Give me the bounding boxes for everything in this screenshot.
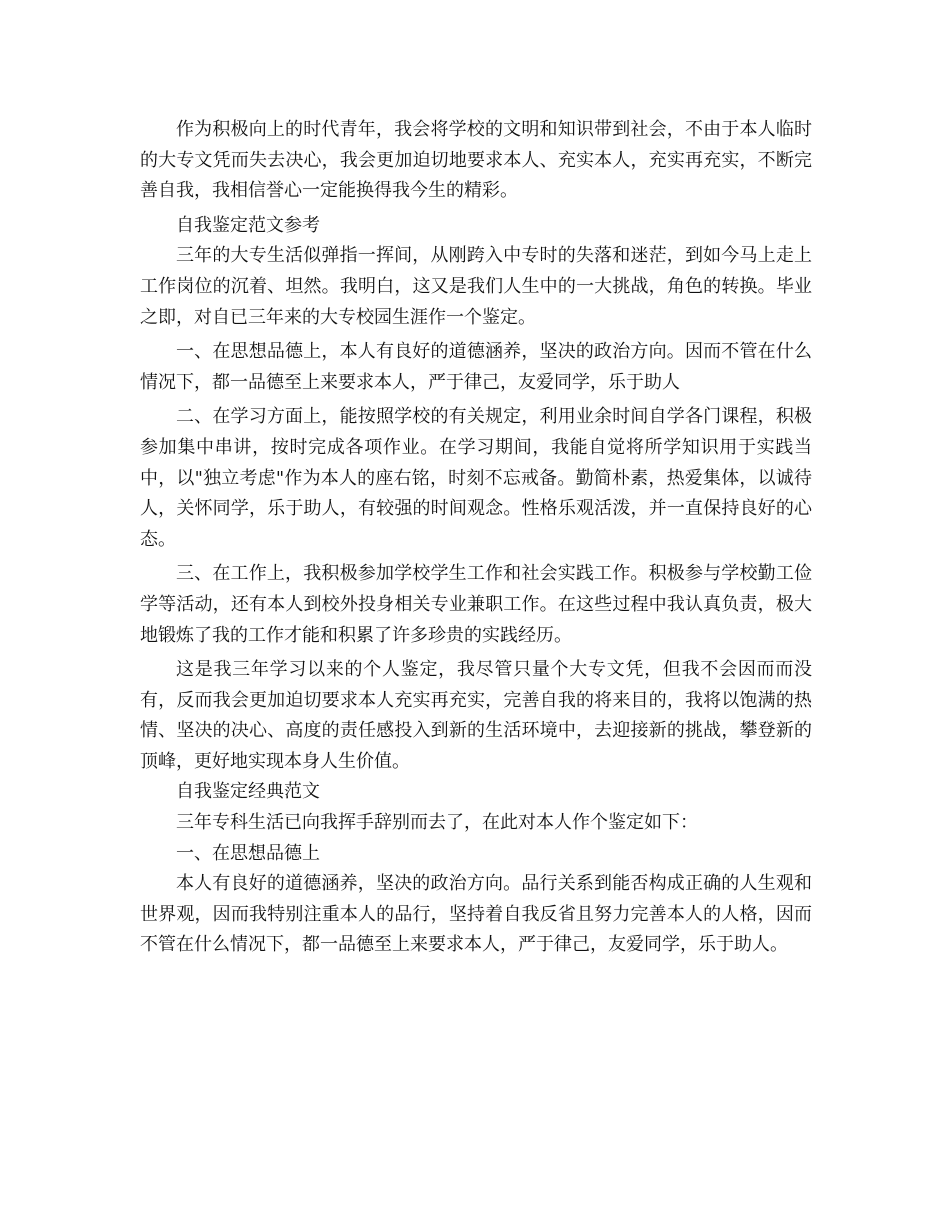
paragraph-study: 二、在学习方面上，能按照学校的有关规定，利用业余时间自学各门课程，积极参加集中串讲，按时完成各项作业。在学习期间，我能自觉将所学知识用于实践当中，以"独立考虑"作为本人的座右铭，时刻不忘戒备。勤简朴素，热爱集体，以诚待人，关怀同学，乐于助人，有较强的时间观念。性格乐观活泼，并一直保持良好的心态。	[140, 406, 812, 550]
heading-moral-section: 一、在思想品德上	[176, 842, 320, 864]
document-body	[140, 115, 812, 961]
heading-classic-sample: 自我鉴定经典范文	[176, 781, 320, 803]
paragraph-overview: 三年的大专生活似弹指一挥间，从刚跨入中专时的失落和迷茫，到如今马上走上工作岗位的沉着、坦然。我明白，这又是我们人生中的一大挑战，角色的转换。毕业之即，对自已三年来的大专校园生涯作一个鉴定。	[140, 245, 812, 328]
paragraph-intro: 作为积极向上的时代青年，我会将学校的文明和知识带到社会，不由于本人临时的大专文凭而失去决心，我会更加迫切地要求本人、充实本人，充实再充实，不断完善自我，我相信誉心一定能换得我今生的精彩。	[140, 119, 812, 202]
paragraph-work: 三、在工作上，我积极参加学校学生工作和社会实践工作。积极参与学校勤工俭学等活动，还有本人到校外投身相关专业兼职工作。在这些过程中我认真负责，极大地锻炼了我的工作才能和积累了许多珍贵的实践经历。	[140, 563, 812, 646]
paragraph-classic-intro: 三年专科生活已向我挥手辞别而去了，在此对本人作个鉴定如下：	[176, 812, 698, 834]
heading-reference-sample: 自我鉴定范文参考	[176, 214, 320, 236]
paragraph-conclusion: 这是我三年学习以来的个人鉴定，我尽管只量个大专文凭，但我不会因而而没有，反而我会更加迫切要求本人充实再充实，完善自我的将来目的，我将以饱满的热情、坚决的决心、高度的责任感投入到新的生活环境中，去迎接新的挑战，攀登新的顶峰，更好地实现本身人生价值。	[140, 659, 812, 772]
paragraph-moral: 一、在思想品德上，本人有良好的道德涵养，坚决的政治方向。因而不管在什么情况下，都一品德至上来要求本人，严于律己，友爱同学，乐于助人	[140, 341, 812, 393]
paragraph-moral-detail: 本人有良好的道德涵养，坚决的政治方向。品行关系到能否构成正确的人生观和世界观，因而我特别注重本人的品行，坚持着自我反省且努力完善本人的人格，因而不管在什么情况下，都一品德至上来要求本人，严于律己，友爱同学，乐于助人。	[140, 873, 812, 956]
